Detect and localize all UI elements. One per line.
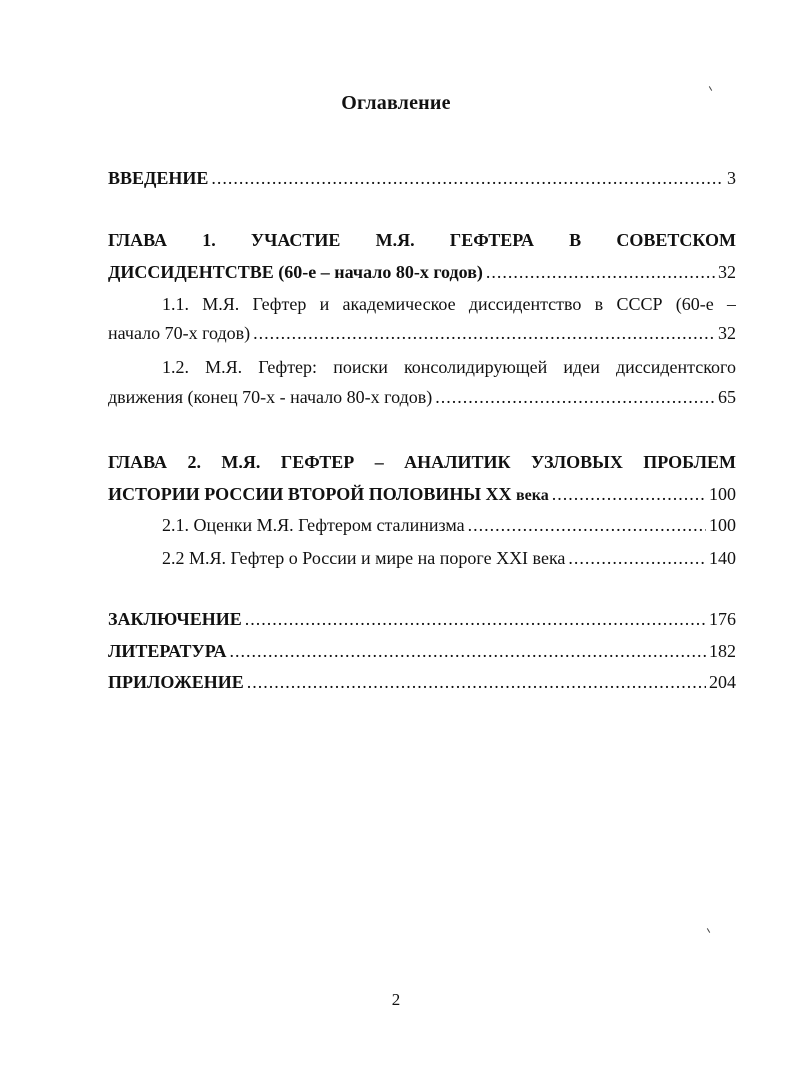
toc-entry-label: ПРИЛОЖЕНИЕ <box>108 672 244 692</box>
toc-entry-appendix <box>108 669 736 695</box>
toc-page-number: 176 <box>709 609 736 629</box>
toc-page-number: 100 <box>709 484 736 504</box>
toc-section11-line1: 1.1. М.Я. Гефтер и академическое диссидентство в СССР (60-е – <box>162 294 736 314</box>
toc-leader-dots <box>468 512 706 538</box>
toc-entry-section12 <box>108 384 736 410</box>
scan-speck <box>709 86 712 91</box>
toc-entry-label <box>108 481 549 507</box>
toc-entry-literature <box>108 638 736 664</box>
toc-page-number: 32 <box>718 262 736 282</box>
toc-chapter2-line2-century: века <box>516 487 549 504</box>
toc-page-number: 3 <box>727 168 736 188</box>
toc-leader-dots <box>552 481 706 507</box>
toc-page-number: 65 <box>718 387 736 407</box>
toc-leader-dots <box>211 165 724 191</box>
toc-entry-label: начало 70-х годов) <box>108 323 251 343</box>
toc-page-number: 204 <box>709 672 736 692</box>
toc-leader-dots <box>435 384 715 410</box>
page-number: 2 <box>391 990 401 1009</box>
toc-leader-dots <box>568 545 706 571</box>
toc-entry-label: ВВЕДЕНИЕ <box>108 168 209 188</box>
toc-page-number: 182 <box>709 641 736 661</box>
scan-speck <box>707 928 710 933</box>
toc-leader-dots <box>253 320 715 346</box>
toc-entry-chapter2 <box>108 481 736 507</box>
toc-leader-dots <box>245 606 706 632</box>
toc-entry-label: 2.2 М.Я. Гефтер о России и мире на пороге XXI века <box>162 548 566 568</box>
toc-entry-label: ДИССИДЕНТСТВЕ (60-е – начало 80-х годов) <box>108 262 483 282</box>
toc-entry-introduction <box>108 165 736 191</box>
toc-entry-label: 2.1. Оценки М.Я. Гефтером сталинизма <box>162 515 465 535</box>
toc-entry-chapter1 <box>108 259 736 285</box>
toc-entry-conclusion <box>108 606 736 632</box>
toc-chapter1-line1: ГЛАВА 1. УЧАСТИЕ М.Я. ГЕФТЕРА В СОВЕТСКОМ <box>108 230 736 250</box>
toc-page-number: 32 <box>718 323 736 343</box>
toc-entry-label: ЗАКЛЮЧЕНИЕ <box>108 609 242 629</box>
toc-leader-dots <box>229 638 706 664</box>
toc-leader-dots <box>486 259 715 285</box>
toc-entry-section21 <box>162 512 736 538</box>
toc-entry-section22 <box>162 545 736 571</box>
toc-entry-label: ЛИТЕРАТУРА <box>108 641 227 661</box>
toc-page-number: 100 <box>709 515 736 535</box>
toc-chapter2-line1: ГЛАВА 2. М.Я. ГЕФТЕР – АНАЛИТИК УЗЛОВЫХ ПРОБЛЕМ <box>108 452 736 472</box>
toc-entry-label: движения (конец 70-х - начало 80-х годов) <box>108 387 433 407</box>
toc-page-number: 140 <box>709 548 736 568</box>
toc-section12-line1: 1.2. М.Я. Гефтер: поиски консолидирующей идеи диссидентского <box>162 357 736 377</box>
toc-leader-dots <box>247 669 706 695</box>
toc-chapter2-line2-main: ИСТОРИИ РОССИИ ВТОРОЙ ПОЛОВИНЫ XX <box>108 484 512 504</box>
toc-title: Оглавление <box>341 92 451 114</box>
toc-entry-section11 <box>108 320 736 346</box>
